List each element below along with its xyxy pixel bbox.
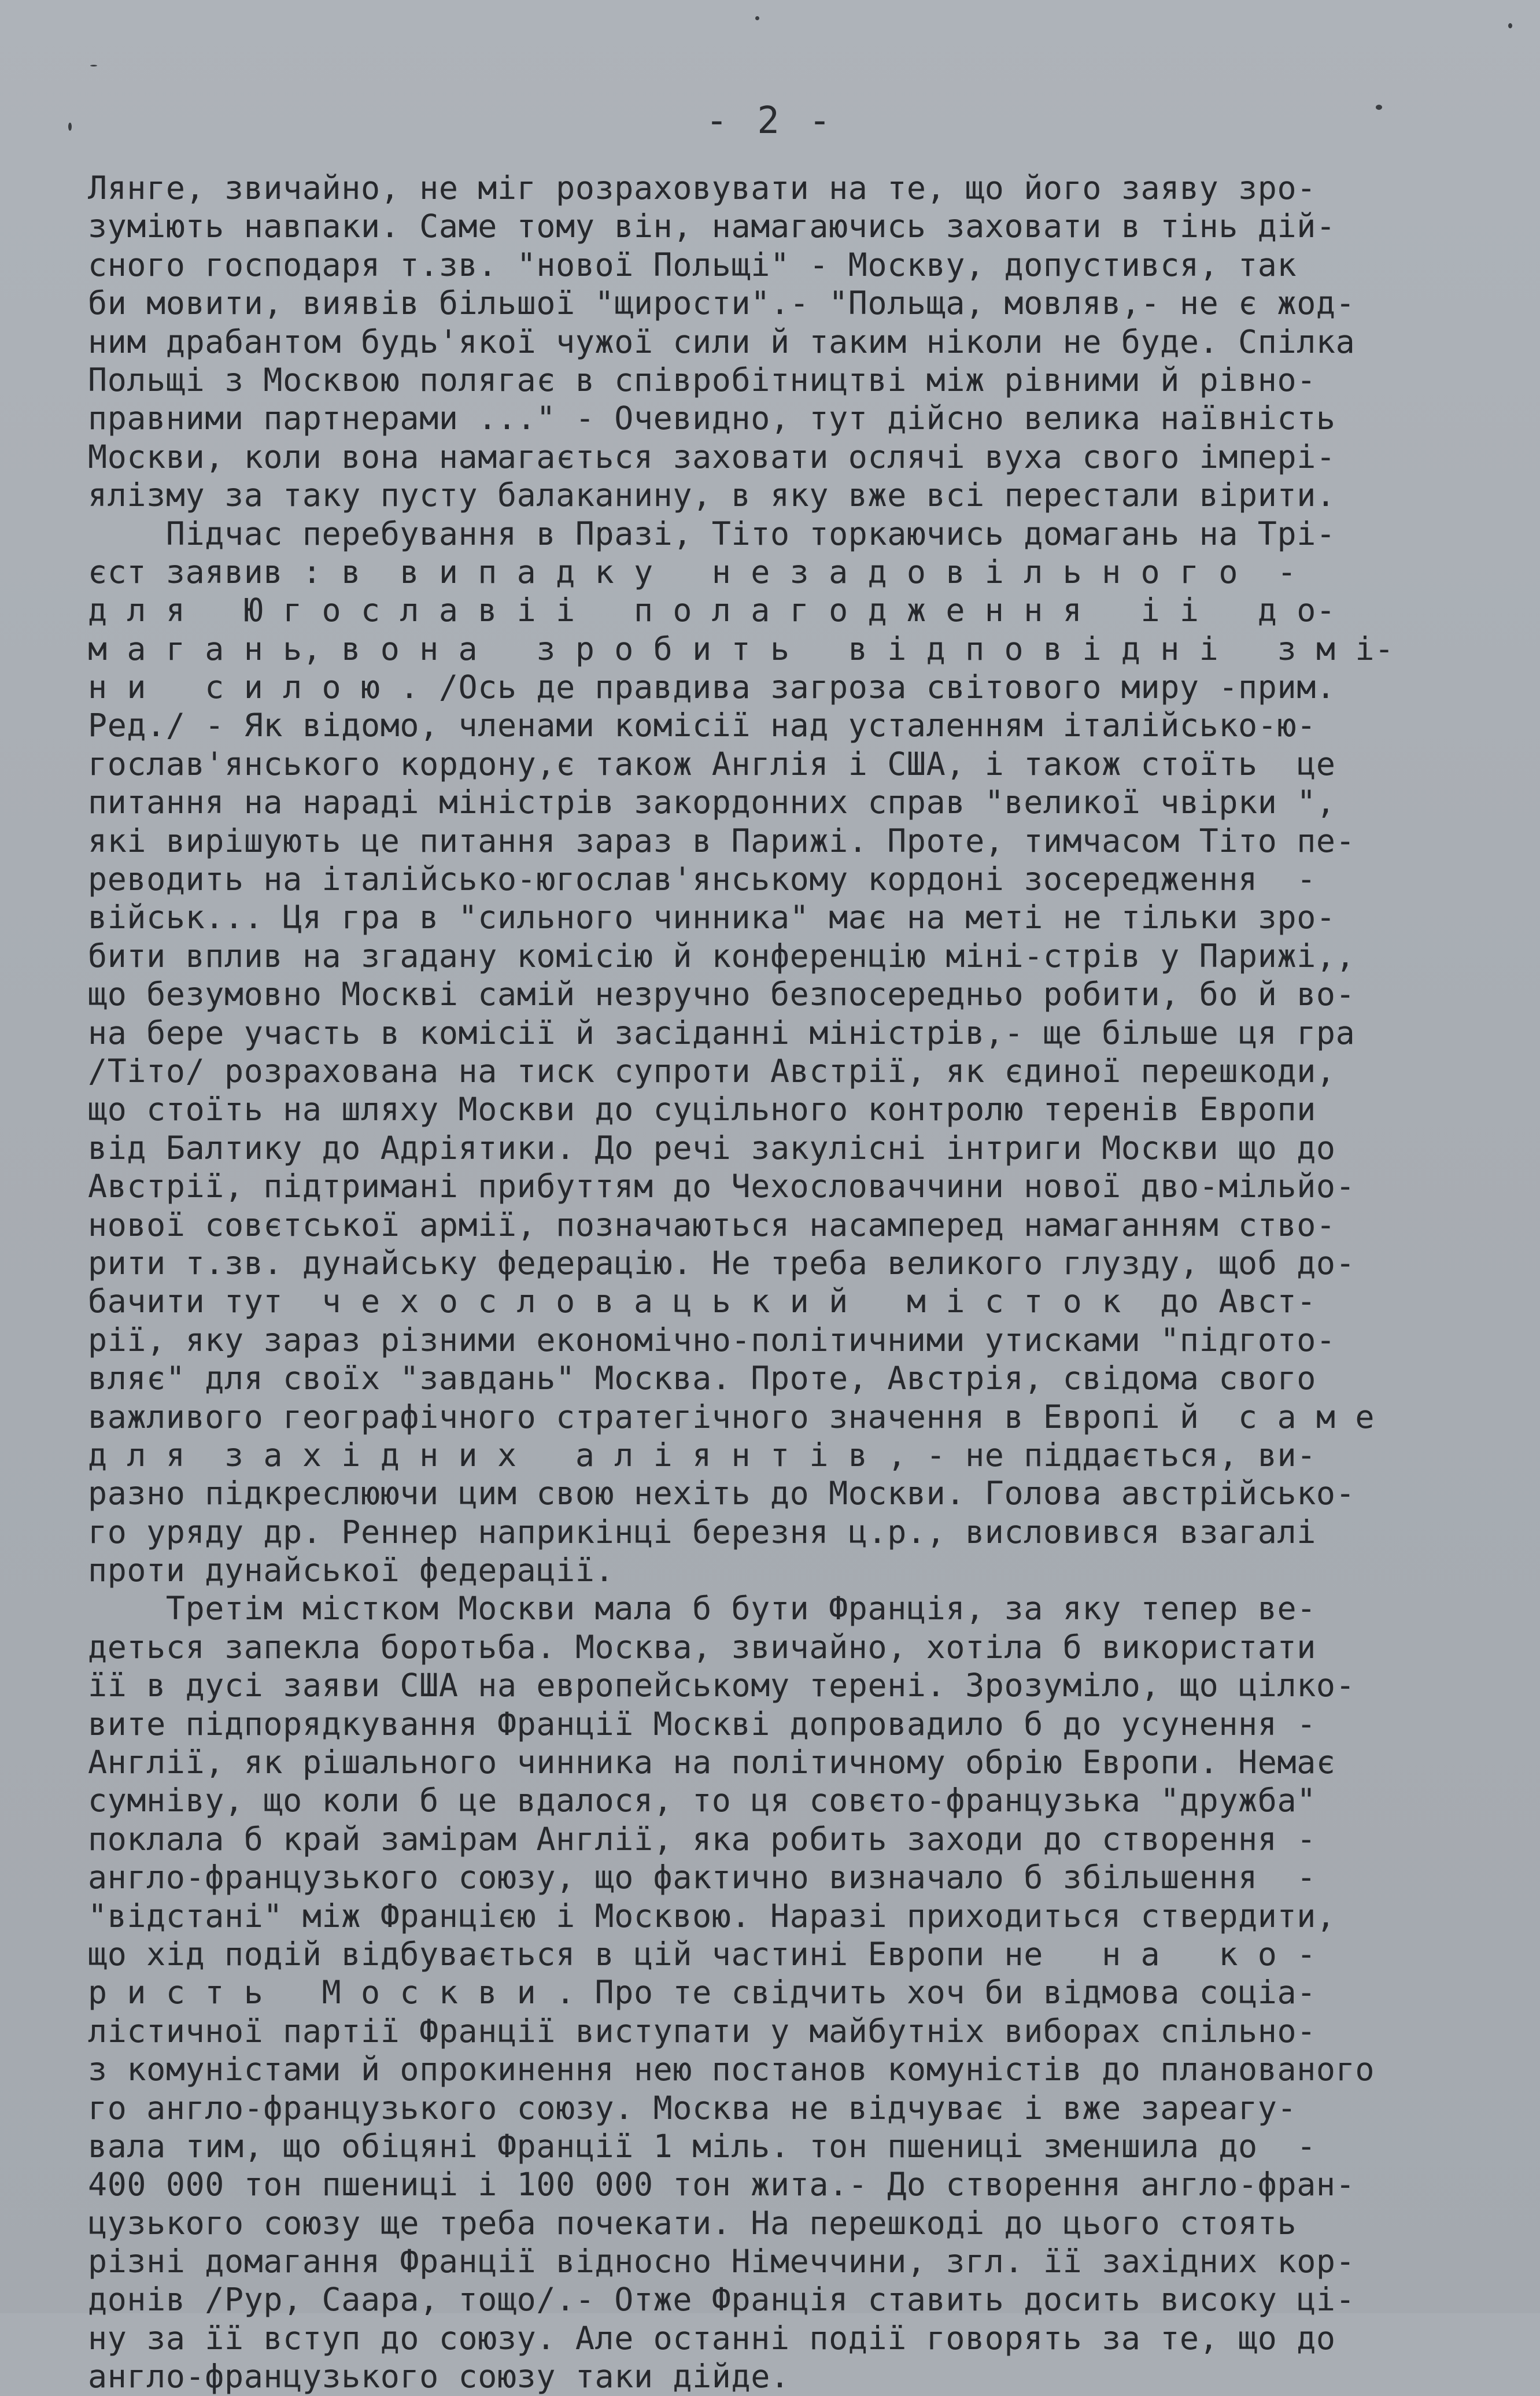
paper-speck xyxy=(1508,23,1512,28)
text-line: "відстані" між Францією і Москвою. Наразі приходиться ствердити, xyxy=(88,1897,1336,1934)
text-line: цузького союзу ще треба почекати. На перешкоді до цього стоять xyxy=(88,2204,1297,2242)
text-line: Англії, як рішального чинника на політичному обрію Европи. Немає xyxy=(88,1744,1336,1781)
text-line: єст заявив : в в и п а д к у н е з а д о в і л ь н о г о - xyxy=(88,553,1297,590)
text-line: з комуністами й опрокинення нею постанов комуністів до планованого xyxy=(88,2051,1375,2088)
text-line: проти дунайської федерації. xyxy=(88,1552,615,1589)
text-line: донів /Рур, Саара, тощо/.- Отже Франція ставить досить високу ці- xyxy=(88,2281,1356,2319)
text-line: військ... Ця гра в "сильного чинника" має на меті не тільки зро- xyxy=(88,899,1336,936)
text-line: вляє" для своїх "завдань" Москва. Проте, Австрія, свідома свого xyxy=(88,1360,1316,1397)
text-line: го уряду др. Реннер наприкінці березня ц.р., висловився взагалі xyxy=(88,1513,1316,1550)
text-line: правними партнерами ..." - Очевидно, тут дійсно велика наївність xyxy=(88,400,1336,437)
text-line: від Балтику до Адріятики. До речі закулісні інтриги Москви що до xyxy=(88,1129,1336,1166)
text-line: рити т.зв. дунайську федерацію. Не треба великого глузду, щоб до- xyxy=(88,1244,1356,1282)
paper-speck xyxy=(755,16,759,20)
text-line: деться запекла боротьба. Москва, звичайно, хотіла б використати xyxy=(88,1628,1316,1666)
text-line: Австрії, підтримані прибуттям до Чехословаччини нової дво-мільйо- xyxy=(88,1168,1356,1205)
text-line: на бере участь в комісії й засіданні міністрів,- ще більше ця гра xyxy=(88,1014,1356,1051)
text-line: разно підкреслюючи цим свою нехіть до Москви. Голова австрійсько- xyxy=(88,1475,1356,1512)
text-line: різні домагання Франції відносно Німеччини, згл. її західних кор- xyxy=(88,2243,1356,2280)
text-line: англо-французького союзу, що фактично визначало б збільшення - xyxy=(88,1859,1316,1896)
text-line: ним драбантом будь'якої чужої сили й таким ніколи не буде. Спілка xyxy=(88,323,1356,360)
text-line: сумніву, що коли б це вдалося, то ця совєто-французька "дружба" xyxy=(88,1782,1316,1819)
text-line: Москви, коли вона намагається заховати ослячі вуха свого імпері- xyxy=(88,438,1336,475)
text-line: англо-французького союзу таки дійде. xyxy=(88,2358,790,2395)
text-line: Ред./ - Як відомо, членами комісії над усталенням італійсько-ю- xyxy=(88,707,1316,744)
text-line: поклала б край замірам Англії, яка робить заходи до створення - xyxy=(88,1820,1316,1858)
text-line: що хід подій відбувається в цій частині Европи не н а к о - xyxy=(88,1935,1316,1973)
text-line: зуміють навпаки. Саме тому він, намагаючись заховати в тінь дій- xyxy=(88,208,1336,245)
text-line: д л я з а х і д н и х а л і я н т і в , - не піддається, ви- xyxy=(88,1436,1316,1474)
text-line: д л я Ю г о с л а в і і п о л а г о д ж е н н я і і д о- xyxy=(88,592,1336,629)
text-line: питання на нараді міністрів закордонних справ "великої чвірки ", xyxy=(88,784,1336,821)
document-body xyxy=(88,169,1435,2396)
text-line: нової совєтської армії, позначаються насамперед намаганням ство- xyxy=(88,1206,1336,1243)
text-line: гослав'янського кордону,є також Англія і США, і також стоїть це xyxy=(88,745,1336,782)
text-line: сного господаря т.зв. "нової Польщі" - Москву, допустився, так xyxy=(88,246,1297,283)
text-line: ялізму за таку пусту балаканину, в яку вже всі перестали вірити. xyxy=(88,477,1336,514)
text-line: н и с и л о ю . /Ось де правдива загроза світового миру -прим. xyxy=(88,669,1336,706)
text-line: важливого географічного стратегічного значення в Европі й с а м е xyxy=(88,1398,1375,1435)
text-line: Підчас перебування в Празі, Тіто торкаючись домагань на Трі- xyxy=(88,515,1336,552)
text-line: її в дусі заяви США на европейському терені. Зрозуміло, що цілко- xyxy=(88,1667,1356,1704)
text-line: /Тіто/ розрахована на тиск супроти Австрії, як єдиної перешкоди, xyxy=(88,1052,1336,1090)
paper-speck xyxy=(90,65,97,67)
text-line: бачити тут ч е х о с л о в а ц ь к и й м і с т о к до Авст- xyxy=(88,1283,1316,1320)
text-line: 400 000 тон пшениці і 100 000 тон жита.- До створення англо-фран- xyxy=(88,2166,1356,2203)
text-line: м а г а н ь, в о н а з р о б и т ь в і д п о в і д н і з м і- xyxy=(88,630,1394,667)
text-line: рії, яку зараз різними економічно-політичними утисками "підгото- xyxy=(88,1321,1336,1358)
text-line: які вирішують це питання зараз в Парижі. Проте, тимчасом Тіто пе- xyxy=(88,822,1356,859)
page-number: - 2 - xyxy=(706,99,834,142)
text-line: ну за її вступ до союзу. Але останні події говорять за те, що до xyxy=(88,2319,1336,2357)
text-line: що безумовно Москві самій незручно безпосередньо робити, бо й во- xyxy=(88,976,1356,1013)
text-line: Третім містком Москви мала б бути Франція, за яку тепер ве- xyxy=(88,1590,1316,1627)
text-line: Польщі з Москвою полягає в співробітництві між рівними й рівно- xyxy=(88,361,1316,398)
text-line: р и с т ь М о с к в и . Про те свідчить хоч би відмова соціа- xyxy=(88,1974,1316,2011)
text-line: реводить на італійсько-югослав'янському кордоні зосередження - xyxy=(88,861,1316,898)
text-line: вала тим, що обіцяні Франції 1 міль. тон пшениці зменшила до - xyxy=(88,2127,1316,2165)
text-line: Лянге, звичайно, не міг розраховувати на те, що його заяву зро- xyxy=(88,169,1316,206)
text-line: що стоїть на шляху Москви до суцільного контролю теренів Европи xyxy=(88,1091,1316,1128)
text-line: го англо-французького союзу. Москва не відчуває і вже зареагу- xyxy=(88,2089,1297,2127)
text-line: вите підпорядкування Франції Москві допровадило б до усунення - xyxy=(88,1705,1316,1742)
text-line: би мовити, виявів більшої "щирости".- "Польща, мовляв,- не є жод- xyxy=(88,285,1356,322)
text-line: лістичної партії Франції виступати у майбутніх виборах спільно- xyxy=(88,2012,1316,2050)
text-line: бити вплив на згадану комісію й конференцію міні-стрів у Парижі,, xyxy=(88,937,1356,974)
